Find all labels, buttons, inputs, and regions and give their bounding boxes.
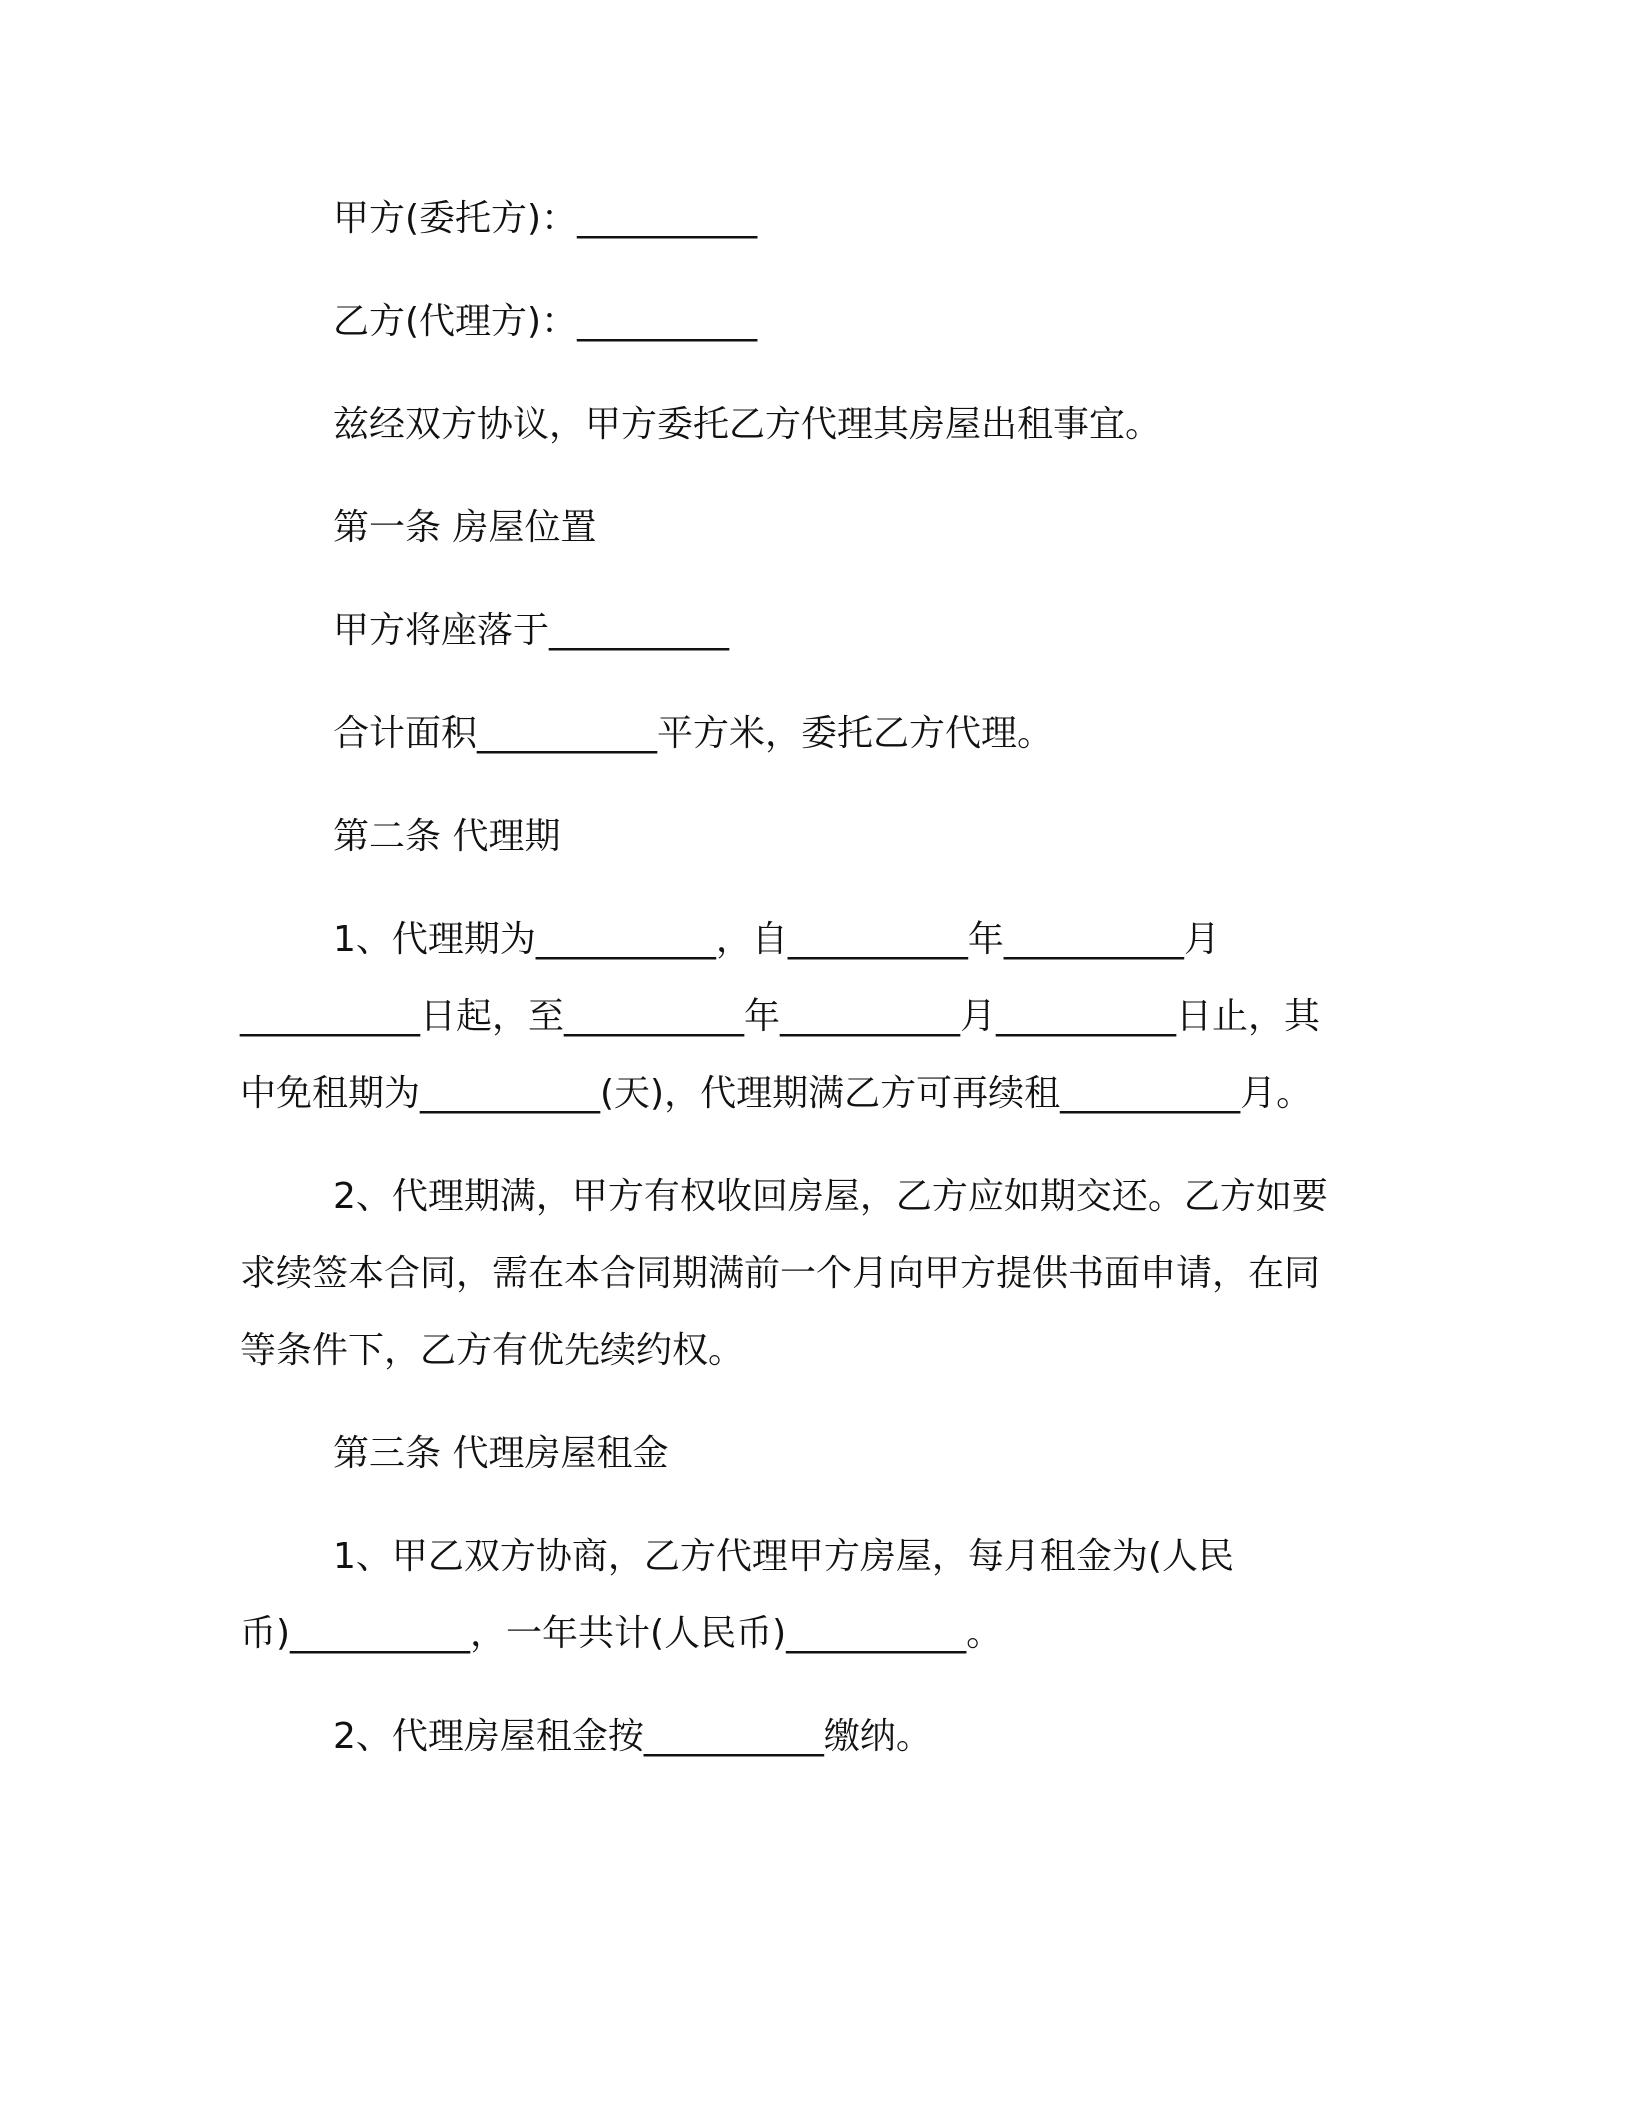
article-3-heading: 第三条 代理房屋租金 (333, 1433, 669, 1474)
article-2-clause-2-line-2: 求续签本合同，需在本合同期满前一个月向甲方提供书面申请，在同 (240, 1253, 1321, 1294)
article-1-area: 合计面积__________平方米，委托乙方代理。 (333, 713, 1054, 754)
article-3-clause-1-line-1: 1、甲乙双方协商，乙方代理甲方房屋，每月租金为(人民 (333, 1536, 1234, 1577)
party-a-line: 甲方(委托方)：__________ (333, 198, 758, 239)
article-3-clause-2: 2、代理房屋租金按__________缴纳。 (333, 1716, 932, 1757)
article-3-clause-1-line-2: 币)__________，一年共计(人民币)__________。 (240, 1613, 1003, 1654)
party-b-line: 乙方(代理方)：__________ (333, 301, 758, 342)
agreement-intro: 兹经双方协议，甲方委托乙方代理其房屋出租事宜。 (333, 404, 1162, 445)
article-1-location: 甲方将座落于__________ (333, 610, 730, 651)
article-1-heading: 第一条 房屋位置 (333, 507, 597, 548)
article-2-clause-2-line-1: 2、代理期满，甲方有权收回房屋，乙方应如期交还。乙方如要 (333, 1176, 1328, 1217)
article-2-heading: 第二条 代理期 (333, 816, 561, 857)
article-2-clause-1-line-1: 1、代理期为__________，自__________年__________月 (333, 919, 1220, 960)
article-2-clause-2-line-3: 等条件下，乙方有优先续约权。 (240, 1330, 745, 1371)
article-2-clause-1-line-3: 中免租期为__________(天)，代理期满乙方可再续租__________月。 (240, 1073, 1313, 1114)
article-2-clause-1-line-2: __________日起，至__________年__________月__________日止，其 (240, 996, 1321, 1037)
